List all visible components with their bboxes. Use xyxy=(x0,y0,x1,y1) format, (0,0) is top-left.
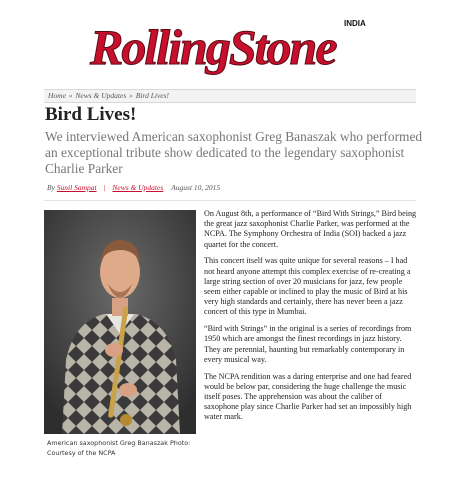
photo-caption: American saxophonist Greg Banaszak Photo: Courtesy of the NCPA xyxy=(47,439,191,457)
logo-edition: INDIA xyxy=(344,19,366,28)
category-link[interactable]: News & Updates xyxy=(112,183,164,192)
article-title: Bird Lives! xyxy=(45,104,137,125)
article-paragraph: The NCPA rendition was a daring enterprise and one had feared would be below par, considering the huge challenge the music itself poses. The apprehension was about the caliber of saxophone play since Charlie Parker had set an impossibly high water mark. xyxy=(204,371,412,422)
photo-illustration xyxy=(44,210,196,434)
divider xyxy=(44,200,416,201)
article-paragraph: “Bird with Strings” in the original is a series of recordings from 1950 which are amongst the finest recordings in jazz history. They are perennial, haunting but remarkably contemporary in every musical way. xyxy=(204,324,412,364)
breadcrumb-home[interactable]: Home xyxy=(48,91,66,100)
byline-divider: | xyxy=(103,183,106,192)
byline xyxy=(47,183,220,192)
article-figure xyxy=(44,210,196,475)
breadcrumb-separator: » xyxy=(129,91,133,100)
publish-date: August 10, 2015 xyxy=(171,183,221,192)
article-paragraph: This concert itself was quite unique for several reasons – I had not heard anyone attempt this complex exercise of re-creating a large string section of over 20 musicians for jazz, few people seem either capable or inclined to play the music of Bird at his very high standards and certainly, there has never been a jazz concert of this type in Mumbai. xyxy=(204,256,411,317)
breadcrumb xyxy=(44,89,416,103)
breadcrumb-separator: » xyxy=(68,91,73,100)
author-link[interactable]: Sunil Sampat xyxy=(56,183,97,192)
logo-text: RollingStone xyxy=(90,19,336,75)
masthead xyxy=(0,0,460,80)
rolling-stone-logo[interactable] xyxy=(88,8,378,80)
article-body xyxy=(204,209,418,429)
article-paragraph: On August 8th, a performance of “Bird With Strings,” Bird being the great jazz saxophonist Charlie Parker, was performed at the NCPA. The Symphony Orchestra of India (SOI) backed a jazz quartet for the concert. xyxy=(204,209,417,249)
breadcrumb-news[interactable]: News & Updates xyxy=(75,91,127,100)
saxophonist-photo xyxy=(44,210,196,434)
breadcrumb-current: Bird Lives! xyxy=(135,91,170,100)
article-subtitle: We interviewed American saxophonist Greg Banaszak who performed an exceptional tribute show dedicated to the legendary saxophonist Charlie Parker xyxy=(45,129,423,176)
byline-prefix: By xyxy=(47,183,55,192)
